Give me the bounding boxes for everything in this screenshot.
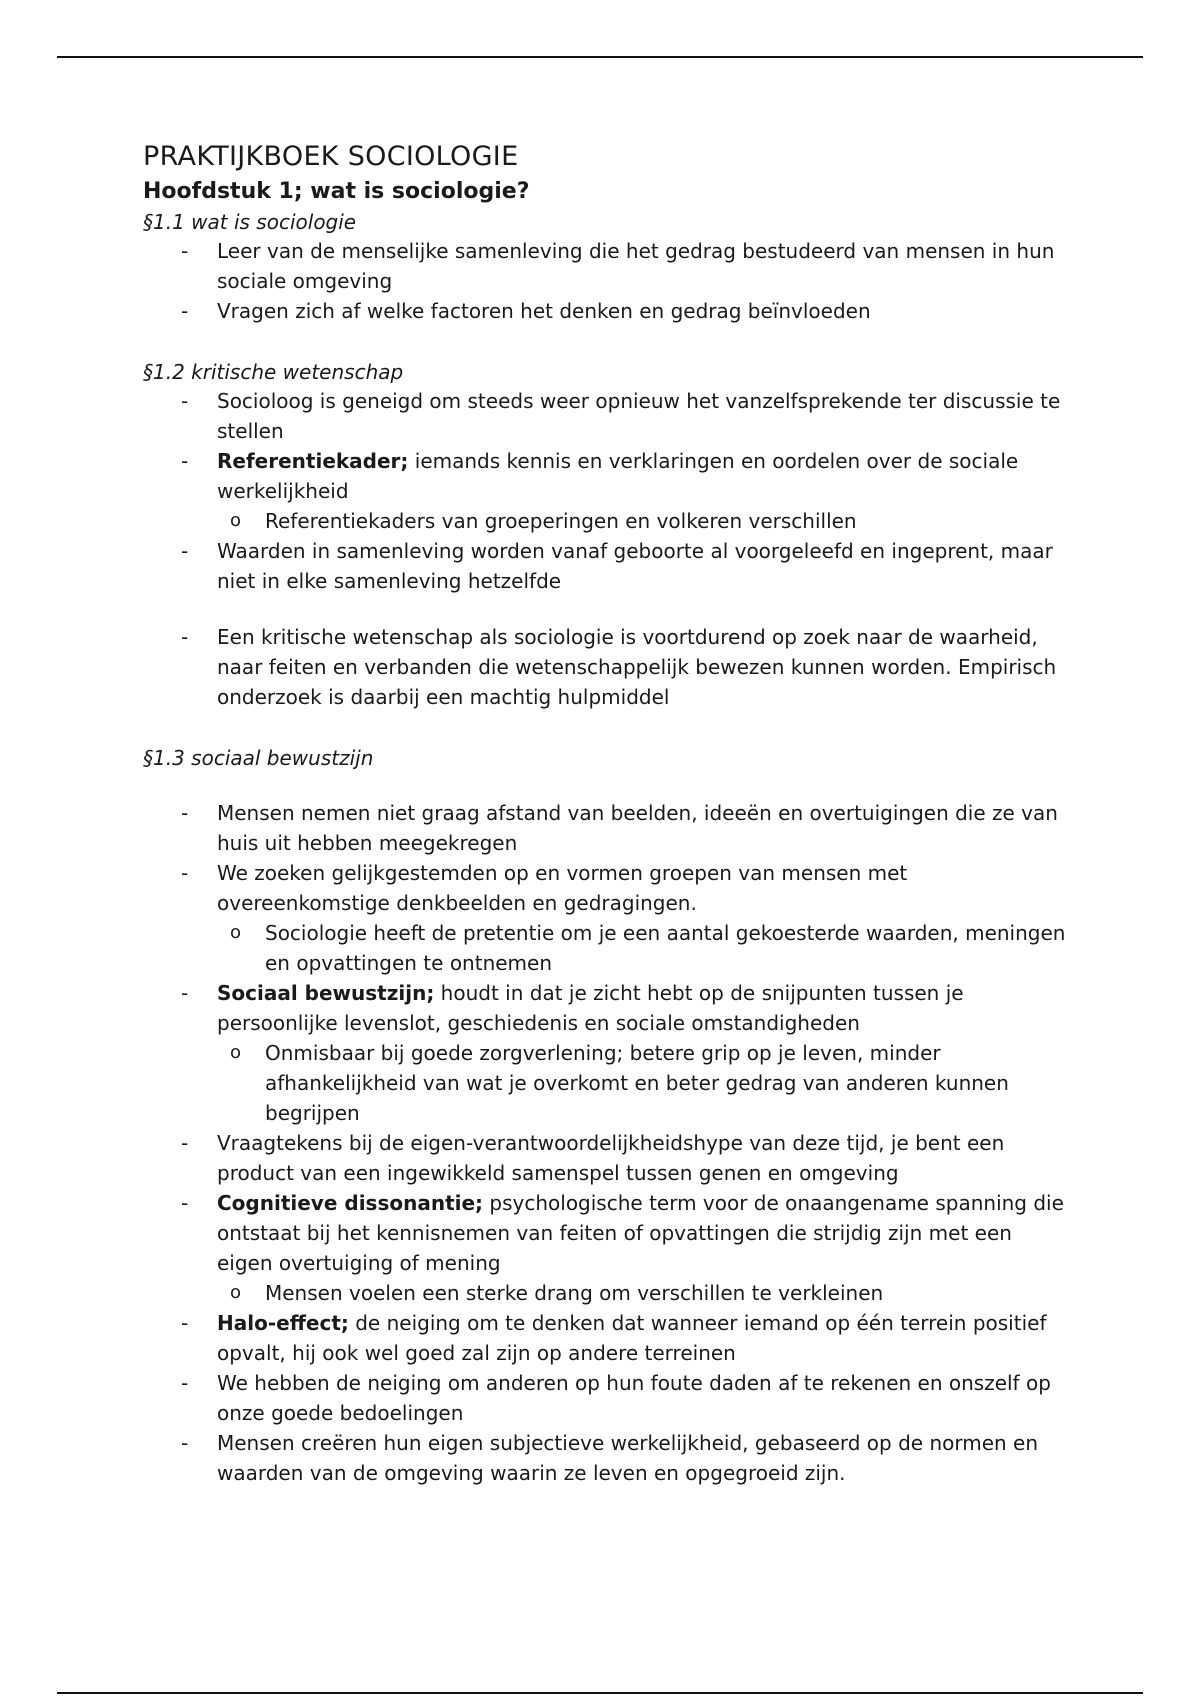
- section-1-2-list: [143, 386, 1073, 596]
- definition-text: de neiging om te denken dat wanneer iemand op één terrein positief opvalt, hij ook wel goed zal zijn op andere terreinen: [217, 1311, 1047, 1365]
- section-heading-1-3: §1.3 sociaal bewustzijn: [143, 746, 374, 770]
- list-item: - We zoeken gelijkgestemden op en vormen groepen van mensen met overeenkomstige denkbeelden en gedragingen.: [143, 858, 1073, 918]
- list-item: - Mensen creëren hun eigen subjectieve werkelijkheid, gebaseerd op de normen en waarden van de omgeving waarin ze leven en opgegroeid zijn.: [143, 1428, 1073, 1488]
- term-cognitieve-dissonantie: Cognitieve dissonantie;: [217, 1191, 484, 1215]
- term-sociaal-bewustzijn: Sociaal bewustzijn;: [217, 981, 435, 1005]
- list-item: [143, 1188, 1073, 1278]
- term-halo-effect: Halo-effect;: [217, 1311, 349, 1335]
- section-1-1-list: [143, 236, 1073, 326]
- list-item: - Waarden in samenleving worden vanaf geboorte al voorgeleefd en ingeprent, maar niet in elke samenleving hetzelfde: [143, 536, 1073, 596]
- list-item: - Vraagtekens bij de eigen-verantwoordelijkheidshype van deze tijd, je bent een product van een ingewikkeld samenspel tussen genen en omgeving: [143, 1128, 1073, 1188]
- list-item: - Een kritische wetenschap als sociologie is voortdurend op zoek naar de waarheid, naar feiten en verbanden die wetenschappelijk bewezen kunnen worden. Empirisch onderzoek is daarbij een machtig hulpmiddel: [143, 622, 1073, 712]
- list-item: [143, 446, 1073, 506]
- footer-rule: [57, 1692, 1143, 1694]
- document-title: PRAKTIJKBOEK SOCIOLOGIE: [143, 141, 519, 172]
- definition-text: iemands kennis en verklaringen en oordelen over de sociale werkelijkheid: [217, 449, 1019, 503]
- term-referentiekader: Referentiekader;: [217, 449, 409, 473]
- list-item: [143, 978, 1073, 1038]
- chapter-heading: Hoofdstuk 1; wat is sociologie?: [143, 179, 530, 204]
- sub-list-item: o Sociologie heeft de pretentie om je een aantal gekoesterde waarden, meningen en opvattingen te ontnemen: [143, 918, 1073, 978]
- list-item: - Leer van de menselijke samenleving die het gedrag bestudeerd van mensen in hun sociale omgeving: [143, 236, 1073, 296]
- section-heading-1-1: §1.1 wat is sociologie: [143, 210, 357, 234]
- list-item: - Mensen nemen niet graag afstand van beelden, ideeën en overtuigingen die ze van huis uit hebben meegekregen: [143, 798, 1073, 858]
- sub-list-item: o Mensen voelen een sterke drang om verschillen te verkleinen: [143, 1278, 1073, 1308]
- document-body: [143, 138, 1073, 1488]
- sub-list-item: o Onmisbaar bij goede zorgverlening; betere grip op je leven, minder afhankelijkheid van wat je overkomt en beter gedrag van anderen kunnen begrijpen: [143, 1038, 1073, 1128]
- section-1-2-list-continued: [143, 622, 1073, 712]
- definition-text: houdt in dat je zicht hebt op de snijpunten tussen je persoonlijke levenslot, geschiedenis en sociale omstandigheden: [217, 981, 964, 1035]
- section-1-3-list: [143, 798, 1073, 1488]
- header-rule: [57, 56, 1143, 58]
- sub-list-item: o Referentiekaders van groeperingen en volkeren verschillen: [143, 506, 1073, 536]
- section-heading-1-2: §1.2 kritische wetenschap: [143, 360, 404, 384]
- definition-text: psychologische term voor de onaangename spanning die ontstaat bij het kennisnemen van feiten of opvattingen die strijdig zijn met een eigen overtuiging of mening: [217, 1191, 1064, 1275]
- list-item: - Vragen zich af welke factoren het denken en gedrag beïnvloeden: [143, 296, 1073, 326]
- list-item: - Socioloog is geneigd om steeds weer opnieuw het vanzelfsprekende ter discussie te stellen: [143, 386, 1073, 446]
- list-item: [143, 1308, 1073, 1368]
- list-item: - We hebben de neiging om anderen op hun foute daden af te rekenen en onszelf op onze goede bedoelingen: [143, 1368, 1073, 1428]
